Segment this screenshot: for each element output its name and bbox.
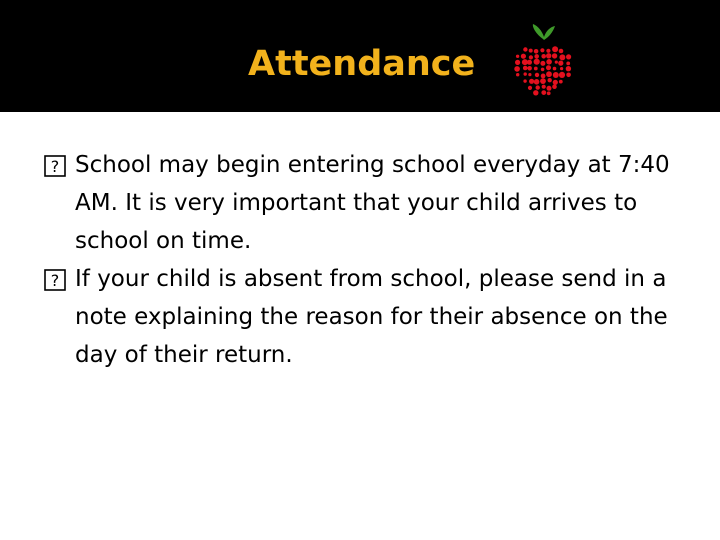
apple-dot	[529, 55, 533, 59]
apple-dot	[555, 61, 558, 64]
apple-dot	[546, 53, 551, 58]
apple-dot	[566, 54, 571, 59]
apple-dot	[516, 73, 519, 76]
apple-dot	[558, 61, 563, 66]
apple-dot	[546, 71, 552, 77]
apple-dot	[559, 54, 565, 60]
bullet-list	[44, 146, 694, 374]
apple-leaf	[533, 24, 555, 40]
apple-dot	[552, 53, 557, 58]
apple-dot	[522, 59, 528, 65]
apple-dot	[541, 54, 546, 59]
apple-dot	[566, 66, 571, 71]
bullet-text-2: If your child is absent from school, please send in a note explaining the reason for their absence on the day of their return.	[75, 266, 668, 368]
bullet-item-1	[44, 146, 694, 260]
apple-dot	[542, 85, 546, 89]
apple-dot	[529, 49, 533, 53]
apple-dot	[552, 46, 558, 52]
apple-dot	[546, 49, 550, 53]
apple-dot	[535, 73, 539, 77]
bullet-box-icon	[44, 155, 66, 177]
apple-dot	[540, 48, 544, 52]
apple-dot	[534, 49, 539, 54]
bullet-text-1: School may begin entering school everyday at 7:40 AM. It is very important that your child arrives to school on time.	[75, 152, 670, 254]
apple-dot	[540, 61, 545, 66]
apple-dot	[529, 79, 534, 84]
apple-dot	[553, 72, 559, 78]
apple-dot	[534, 67, 538, 71]
apple-dot	[553, 80, 558, 85]
apple-dot	[566, 62, 570, 66]
apple-dot	[528, 73, 531, 76]
apple-dot	[521, 54, 526, 59]
apple-dot	[559, 49, 564, 54]
apple-dot	[533, 90, 538, 95]
apple-dot	[527, 60, 532, 65]
bullet-box-icon	[44, 269, 66, 291]
apple-dot	[553, 67, 557, 71]
apple-dot	[536, 85, 540, 89]
apple-dot	[524, 72, 527, 75]
apple-dot	[566, 73, 571, 78]
apple-dot	[552, 84, 557, 89]
apple-dot	[523, 79, 526, 82]
apple-dot	[560, 67, 563, 70]
apple-dot	[559, 72, 565, 78]
apple-dot	[547, 91, 551, 95]
apple-dot	[546, 59, 552, 65]
apple-dot	[541, 90, 546, 95]
apple-dot	[534, 54, 539, 59]
apple-dot	[516, 55, 519, 58]
apple-dot	[534, 59, 540, 65]
apple-dot	[547, 86, 552, 91]
apple-dot	[528, 86, 532, 90]
apple-dot	[514, 66, 520, 72]
apple-dot	[523, 66, 528, 71]
apple-dot	[515, 60, 520, 65]
apple-dot	[559, 80, 563, 84]
apple-dot	[540, 78, 546, 84]
svg-text:?: ?	[50, 271, 60, 290]
apple-dot	[527, 66, 532, 71]
apple-dot	[546, 65, 551, 70]
apple-dot	[534, 79, 540, 85]
svg-text:?: ?	[50, 157, 60, 176]
apple-dot	[523, 47, 527, 51]
apple-dot	[548, 78, 552, 82]
apple-dot	[541, 68, 545, 72]
slide-title: Attendance	[248, 44, 476, 84]
apple-dots-icon	[506, 22, 582, 102]
bullet-item-2	[44, 260, 694, 374]
apple-dot	[541, 74, 546, 79]
